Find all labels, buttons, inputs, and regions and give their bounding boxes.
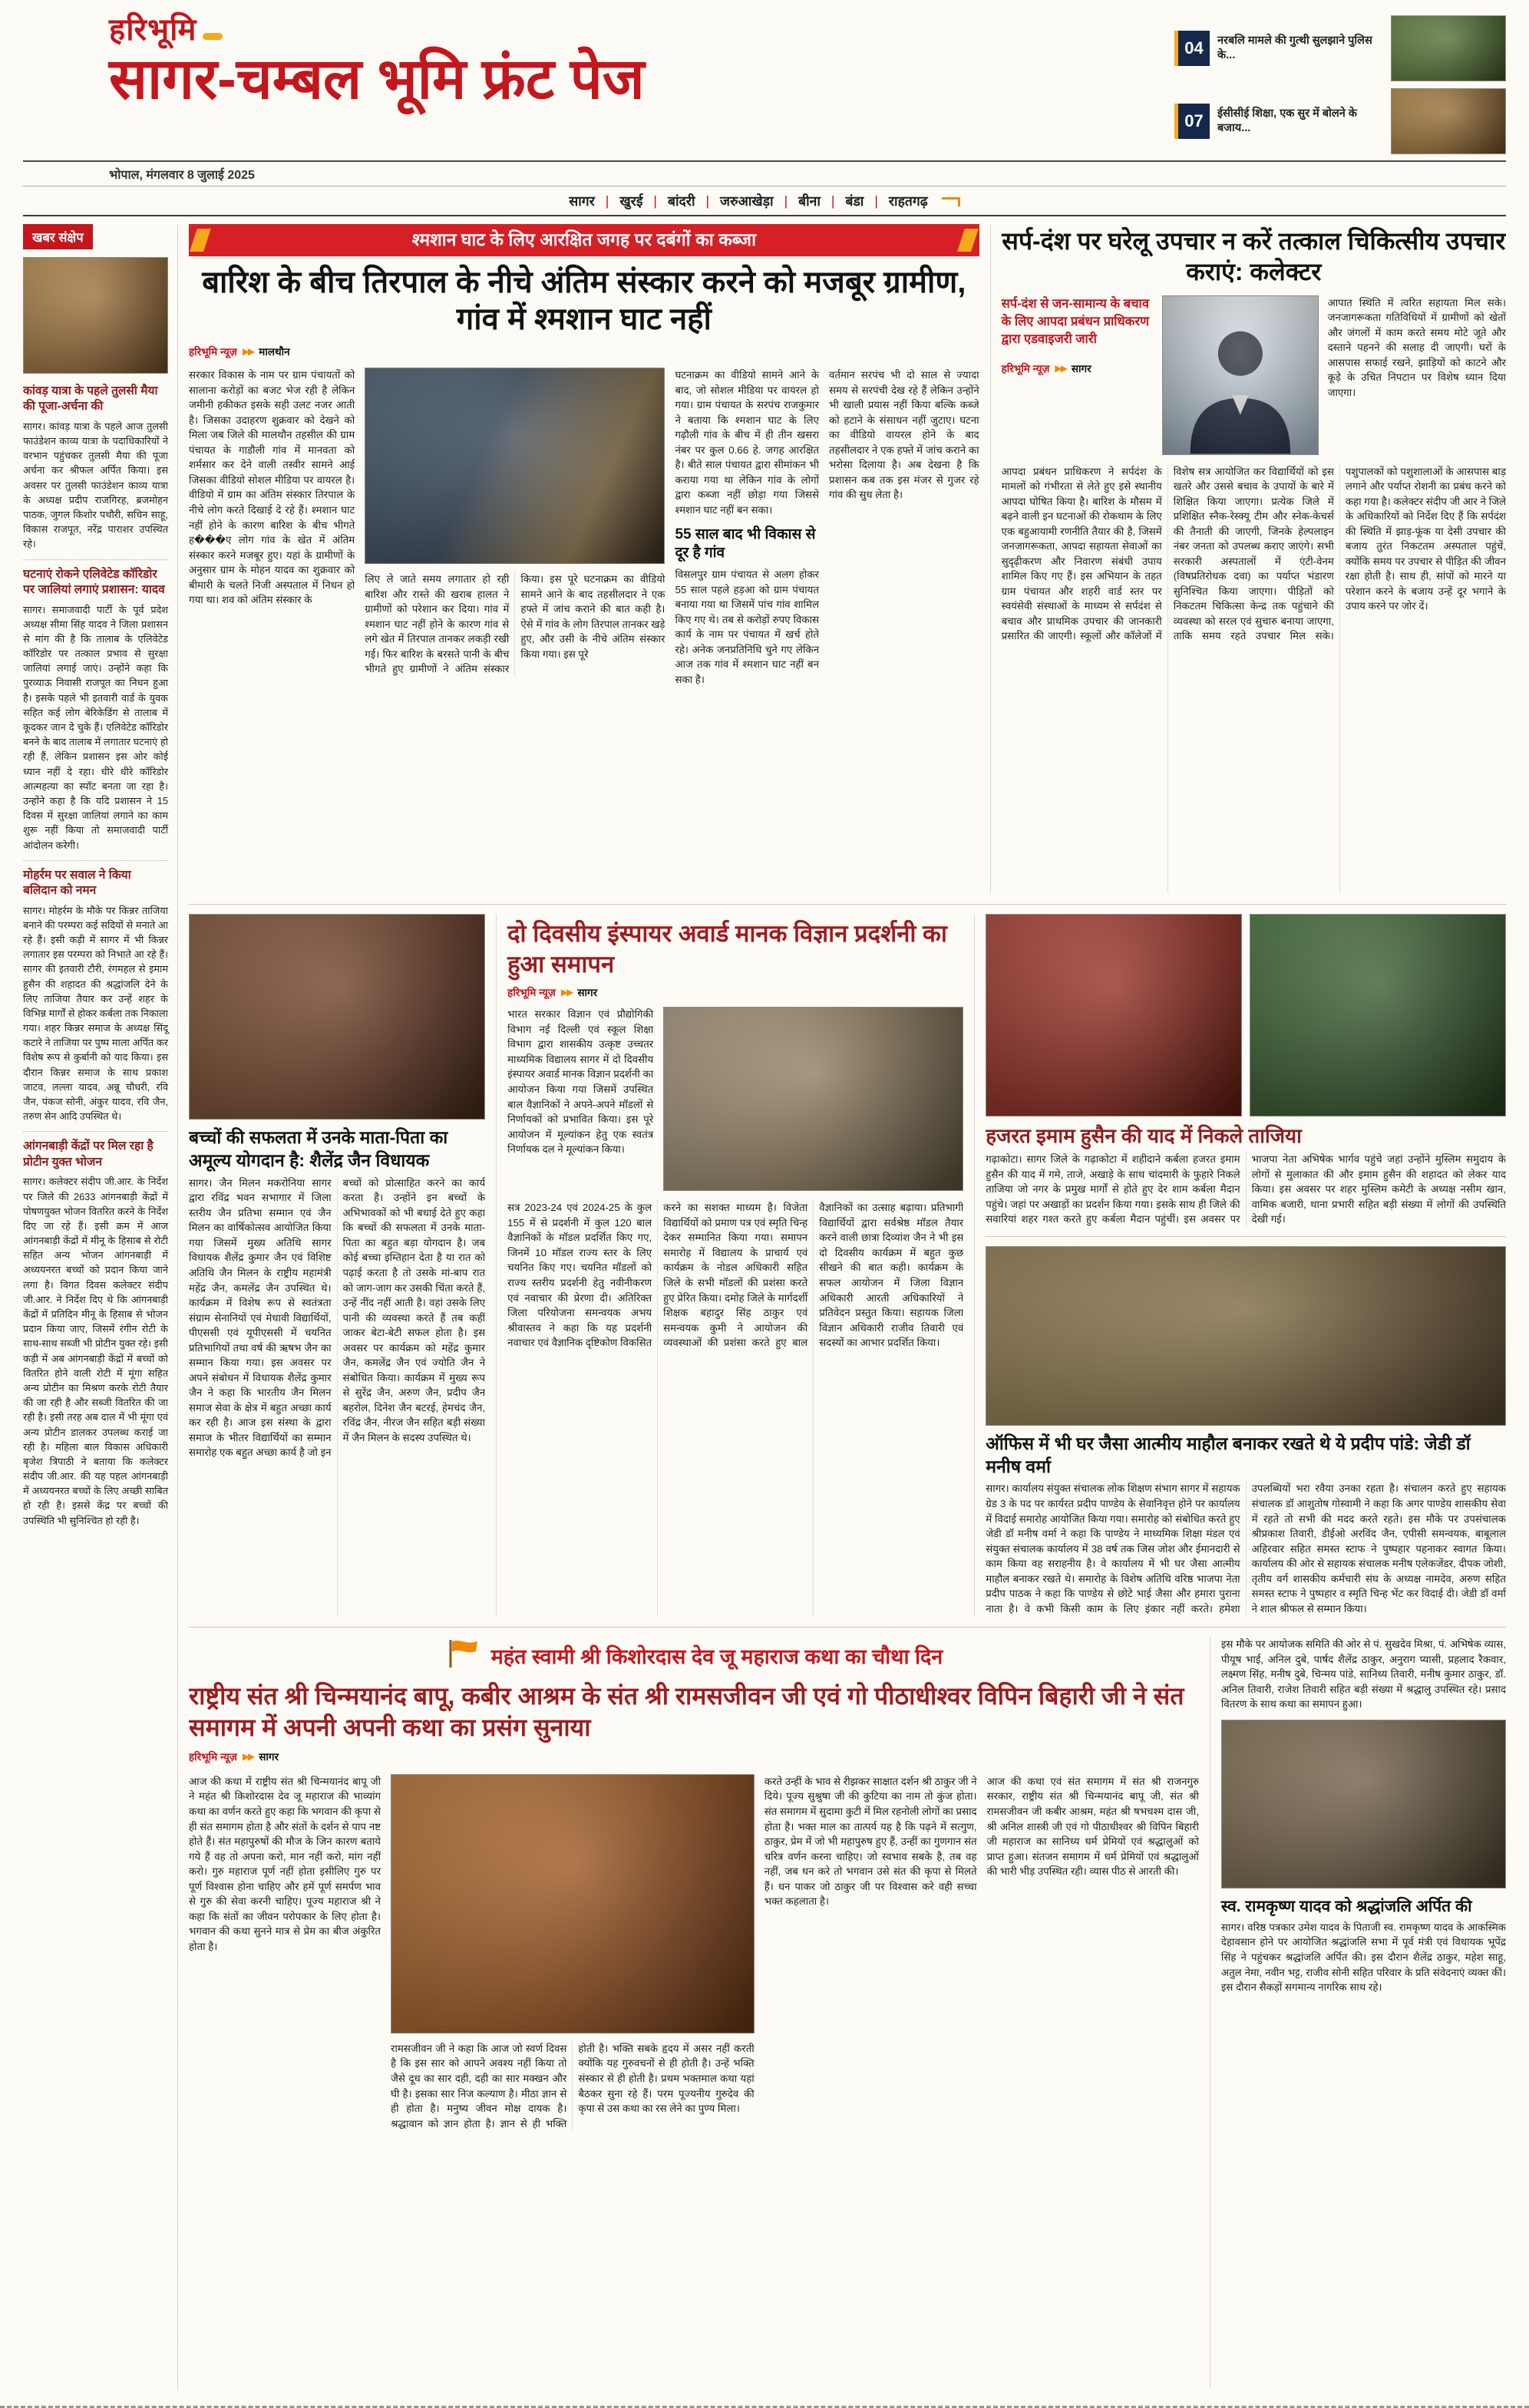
brief-headline: आंगनबाड़ी केंद्रों पर मिल रहा है प्रोटीन युक्त भोजन <box>23 1140 154 1169</box>
section-bandri: | बांदरी <box>642 193 695 209</box>
article-text: इस मौके पर आयोजक समिति की ओर से पं. सुखदेव मिश्रा, पं. अभिषेक व्यास, पीयूष भाई, अनिल दुबे, पार्षद शैलेंद्र ठाकुर, अनुराग प्यासी, प्रहलाद रैकवार, लक्ष्मण सिंह, मनीष दुबे, चिन्मय पांडे, सानिध्य तिवारी, मनीष कुमार ठाकुर, डॉ. अनिल तिवारी, राजेश तिवारी सहित बड़ी संख्या में श्रद्धालु उपस्थित रहे। प्रसाद वितरण के साथ कथा का समापन हुआ। <box>1220 1638 1506 1710</box>
story-snakebite-advisory <box>990 224 1506 893</box>
teaser-photo-police <box>1391 15 1506 81</box>
section-bina: | बीना <box>774 193 821 209</box>
brief-body: सागर। कांवड़ यात्रा के पहले आज तुलसी फाउंडेशन काव्य यात्रा के पदाधिकारियों ने वरभान पहुंचकर तुलसी मैया की पूजा अर्चना कर श्रीफल अर्पित किया। इस अवसर पर तुलसी फाउंडेशन काव्य यात्रा के अध्यक्ष प्रदीप राजगिरह, ब्रजमोहन पाठक, जुगल किशोर पथौरी, सचिन साहू, विकास राजपूत, नरेंद्र पाराशर उपस्थित रहे। <box>23 420 168 550</box>
brief-headline: घटनाएं रोकने एलिवेटेड कॉरिडोर पर जालियां लगाएं प्रशासन: यादव <box>23 567 165 597</box>
byline-brand: हरिभूमि न्यूज़ <box>189 1750 237 1763</box>
main-content <box>189 224 1506 2389</box>
teaser-photo-education <box>1391 88 1506 154</box>
article-text: गढ़ाकोटा। सागर जिले के गढ़ाकोटा में शहीदाने कर्बला हजरत इमाम हुसैन की याद में गमे, ताजे, अखाड़े के साथ चांदमारी के फुहारे निकले ताजिया जो नगर के प्रमुख मार्गों से होते हुए देर शाम कर्बला मैदान पहुंचे। जहां पर अखाड़ों का प्रदर्शन किया गया। इसके साथ ही जिले की सवारियां शहर गश्त करते हुए कर्बला मैदान पहुंचीं। इस अवसर पर भाजपा नेता अभिषेक भार्गव पहुंचे जहां उन्होंने मुस्लिम समुदाय के लोगों से मुलाकात की और इमाम हुसैन की शहादत को लेकर याद किया। इस अवसर पर शहर मुस्लिम कमेटी के अध्यक्ष नसीम खान, वामिक बजारी, थाना प्रभारी सहित बड़ी संख्या में लोगों की उपस्थिति देखी गई। <box>986 1153 1506 1225</box>
story-cremation <box>189 224 979 893</box>
byline-brand: हरिभूमि न्यूज़ <box>1001 362 1050 374</box>
byline-arrows-icon: ▶▶ <box>1055 362 1066 374</box>
story-headline: सर्प-दंश पर घरेलू उपचार न करें तत्काल चिकित्सीय उपचार कराएं: कलेक्टर <box>1002 227 1506 286</box>
article-text: आपदा प्रबंधन प्राधिकरण ने सर्पदंश के मामलों को गंभीरता से लेते हुए इसे स्थानीय आपदा घोषित किया है। बारिश के मौसम में बढ़ने वाली इन घटनाओं की रोकथाम के लिए एक बहुआयामी रणनीति तैयार की है, जिसमें जनजागरूकता, आपदा सहायता सेवाओं का सुदृढ़ीकरण और निवारण संबंधी उपाय शामिल किए गए हैं। इस अभियान के तहत ग्राम पंचायत और शहरी वार्ड स्तर पर स्वयंसेवी संस्थाओं के माध्यम से सर्पदंश से बचाव और प्राथमिक उपचार की जानकारी प्रसारित की जाएगी। स्कूलों और कॉलेजों में विशेष सत्र आयोजित कर विद्यार्थियों को इस खतरे और उससे बचाव के उपायों के बारे में शिक्षित किया जाएगा। प्रत्येक जिले में प्रशिक्षित स्नैक-रेस्क्यू टीम और स्नेक-केचर्स की तैनाती की जाएगी, जिनके हेल्पलाइन नंबर जनता को उपलब्ध कराए जाएंगे। सभी सरकारी अस्पतालों में एंटी-वेनम (विषप्रतिरोधक दवा) का पर्याप्त भंडारण सुनिश्चित किया जाएगा। पीड़ितों को निकटतम चिकित्सा केन्द्र तक पहुंचाने की व्यवस्था को सरल एवं सुचारु बनाया जाएगा, ताकि समय रहते उपचार मिल सके। पशुपालकों को पशुशालाओं के आसपास बाड़ लगाने और पर्याप्त रोशनी का प्रबंध करने को कहा गया है। कलेक्टर संदीप जी आर ने जिले के अधिकारियों को निर्देश दिए हैं कि सर्पदंश की स्थिति में झाड़-फूंक या देसी उपचार की बजाय तुरंत निकटतम अस्पताल पहुंचें, क्योंकि समय पर उपचार से पीड़ित की जीवन रक्षा होती है। साथ ही, सांपों को मारने या परेशान करने के बजाय उन्हें दूर भगाने के उपाय करने पर जोर दें। <box>1001 465 1506 642</box>
article-text: आज की कथा एवं संत समागम में संत श्री राजनगुरु सरकार, राष्ट्रीय संत श्री चिन्मयानंद बापू जी, संत श्री रामसजीवन जी कबीर आश्रम, महंत श्री षभचश्म दास जी, श्री अनिल शास्त्री जी एवं गो पीठाधीश्वर श्री विपिन बिहारी जी महाराज का सानिध्य धर्म प्रेमियों एवं श्रद्धालुओं को प्राप्त हुआ। संतजन समागम में धर्म प्रेमियों एवं श्रद्धालुओं की भारी भीड़ उपस्थित रही। व्यास पीठ से आरती की। <box>986 1775 1199 1878</box>
page-title: सागर-चम्बल भूमि फ्रंट पेज <box>109 47 645 111</box>
teaser-item-2 <box>1174 88 1506 154</box>
corner-accent <box>942 197 960 206</box>
tajiya-photo-left <box>986 914 1242 1117</box>
briefs-section-title: खबर संक्षेप <box>23 224 93 249</box>
sub-headline: 55 साल बाद भी विकास से दूर है गांव <box>675 526 816 561</box>
article-text: आपात स्थिति में त्वरित सहायता मिल सके। जनजागरूकता गतिविधियों में ग्रामीणों को खेतों और जंगलों में काम करते समय मोटे जूते और दस्ताने पहनने की सलाह दी जाएगी। घरों के आसपास सफाई रखने, झाड़ियों को काटने और कूड़े के उचित निपटान पर विशेष ध्यान दिया जाएगा। <box>1327 296 1506 398</box>
story-headline: दो दिवसीय इंस्पायर अवार्ड मानक विज्ञान प्रदर्शनी का हुआ समापन <box>507 920 947 978</box>
story-kicker: श्मशान घाट के लिए आरक्षित जगह पर दबंगों का कब्जा <box>189 224 979 256</box>
byline-location: मालथौन <box>259 346 290 358</box>
section-sagar: सागर <box>569 193 595 209</box>
story-kicker-row <box>189 1637 1199 1676</box>
story-headline: ऑफिस में भी घर जैसा आत्मीय माहौल बनाकर रखते थे ये प्रदीप पांडे: जेडी डॉ मनीष वर्मा <box>986 1433 1471 1476</box>
science-exhibition-photo <box>663 1007 963 1191</box>
byline-brand: हरिभूमि न्यूज़ <box>507 987 556 999</box>
article-text: रामसजीवन जी ने कहा कि आज जो स्वर्ण दिवस है कि इस सार को आपने अवश्य नहीं किया तो जैसे दूध का सार दही, दही का सार मक्खन और घी है। इसका सार निज कल्याण है। मीठा ज्ञान से ही होता है। मनुष्य जीवन मोक्ष दायक है। श्रद्धावान को ज्ञान होता है। ज्ञान से ही भक्ति होती है। भक्ति सबके हृदय में असर नहीं करती क्योंकि यह गुरुवचनों से ही होती है। उन्हें भक्ति संस्कार से ही होती है। प्रथम भक्तमाल कथा यहां बैठकर सुना रहे हैं। परम पूज्यनीय गुरुदेव की कृपा से उस कथा का रस लेने का पुण्य मिला। <box>391 2042 755 2129</box>
brief-item <box>23 1132 168 1535</box>
byline-location: सागर <box>577 987 598 999</box>
teaser-headline: नरबलि मामले की गुत्थी सुलझाने पुलिस के... <box>1217 35 1372 61</box>
tajiya-photo-right <box>1250 914 1506 1117</box>
teaser-page-number: 04 <box>1174 31 1210 66</box>
funeral-tarp-photo <box>365 368 665 564</box>
byline <box>507 985 963 999</box>
farewell-group-photo <box>986 1246 1506 1426</box>
byline-brand: हरिभूमि न्यूज़ <box>189 346 237 358</box>
story-headline: बारिश के बीच तिरपाल के नीचे अंतिम संस्कार करने को मजबूर ग्रामीण, गांव में श्मशान घाट नहीं <box>202 265 966 337</box>
story-headline: हजरत इमाम हुसैन की याद में निकले ताजिया <box>986 1124 1302 1147</box>
byline-arrows-icon: ▶▶ <box>242 346 254 358</box>
page-header <box>23 12 1506 216</box>
collector-portrait-photo <box>1162 295 1319 455</box>
byline <box>1002 361 1153 375</box>
article-text: सागर। वरिष्ठ पत्रकार उमेश यादव के पिताजी स्व. रामकृष्ण यादव के आकस्मिक देहावसान होने पर आयोजित श्रद्धांजलि सभा में पूर्व मंत्री एवं विधायक भूपेंद्र सिंह ने पहुंचकर श्रद्धांजलि अर्पित की। इस दौरान शैलेंद्र ठाकुर, महेश साहू, अतुल नेमा, नवीन भट्ट, राजीव सोनी सहित परिवार के प्रति संवेदनाएं व्यक्त कीं। इस दौरान सैकड़ों सगमान्य नागरिक साथ रहे। <box>1220 1921 1506 1994</box>
byline-arrows-icon: ▶▶ <box>242 1750 254 1762</box>
article-text: सरकार विकास के नाम पर ग्राम पंचायतों को सालाना करोड़ों का बजट भेज रही है लेकिन जमीनी हकीकत इसके सही उलट नजर आती है। जिसका उदाहरण शुक्रवार को देखने को मिला जब जिले की मालथौन तहसील की ग्राम पंचायत के गाडौली गांव में मानवता को शर्मसार कर देने वाली तस्वीर सामने आई जिसका वीडियो सोशल मीडिया पर वायरल है। वीडियो में ग्राम का अंतिम संस्कार तिरपाल के नीचे लोग करते दिखाई दे रहे हैं। श्मशान घाट नहीं होने के कारण बारिश के बीच भीगते ह���ए लोग गांव के खेत में अंतिम संस्कार करने मजबूर हुए। यहां के ग्रामीणों के अनुसार ग्राम के मोहन यादव का शुक्रवार को बीमारी के चलते निजी अस्पताल में निधन हो गया था। शव को अंतिम संस्कार के <box>189 369 355 606</box>
story-tajiya-procession <box>986 914 1506 1227</box>
teaser-item-1 <box>1174 15 1506 81</box>
section-strip <box>23 186 1506 216</box>
story-saint-gathering <box>189 1637 1199 2389</box>
row-bottom <box>189 1627 1506 2389</box>
section-khurai: | खुरई <box>595 193 643 209</box>
article-text: करते उन्हीं के भाव से रीझकर साक्षात दर्शन श्री ठाकुर जी ने दिये। पूज्य सुश्रुषा जी की कुटिया का नाम तो कुंज होता। संत समागम में सुदामा कुटी में मिल रहनोली लोगों का प्रसाद होता है। भक्त माल का तात्पर्य यह है कि पढ़ने में सत्गुण, ठाकुर, प्रेम में जो भी महापुरुष हुए हैं, उन्हीं का गुणगान संत चरित्र वर्णन करना चाहिए। जो स्वभाव सबके है, तब वह नहीं, जब धन करे तो भगवान उसे संत की कृपा से मिलते हैं। धन पाकर जो ठाकुर जी पर विश्वास करे वही सच्चा भक्त कहलाता है। <box>764 1775 977 1908</box>
story-kicker: महंत स्वामी श्री किशोरदास देव जू महाराज कथा का चौथा दिन <box>490 1645 943 1668</box>
brief-item <box>23 560 168 861</box>
story-jain-milan-award <box>189 914 485 1616</box>
byline <box>189 345 979 358</box>
story-tribute <box>1210 1637 1506 2389</box>
brief-item <box>23 861 168 1133</box>
brief-body: सागर। समाजवादी पार्टी के पूर्व प्रदेश अध्यक्ष सीमा सिंह यादव ने जिला प्रशासन से मांग की है कि तालाब के एलिवेटेड कॉरिडोर पर तत्काल प्रभाव से सुरक्षा जालियां लगाई जाएं। उन्होंने कहा कि पुरव्याऊ निवासी राजपूत का निधन हुआ है। इसके पहले भी इतवारी वार्ड के युवक सहित कई लोग बेरिकेडिंग से तालाब में कूदकर जान दे चुके हैं। एलिवेटेड कॉरिडोर बनने के बाद तालाब में लगातार घटनाएं हो रही हैं, लेकिन प्रशासन इस ओर कोई ध्यान नहीं दे रहा। धीरे धीरे कॉरिडोर आत्महत्या का स्पॉट बनता जा रहा है। उन्होंने कहा है कि यदि प्रशासन ने 15 दिवस में सुरक्षा जालियां लगाने का काम शुरू नहीं किया तो समाजवादी पार्टी आंदोलन करेगी। <box>23 603 168 851</box>
brief-body: सागर। मोहर्रम के मौके पर किन्नर ताजिया बनाने की परम्परा कई सदियों से मनाते आ रहे हैं। इसी कड़ी में सागर में भी किन्नर लगातार इस परम्परा को निभाते आ रहे हैं। सागर की इतवारी टौरी, रंगमहल से इमाम हुसैन की शहादत की श्रद्धांजलि देने के लिए ताजिया तैयार कर उन्हें शहर के विभिन्न मार्गों से होकर कर्बला तक निकाला गया। शहर किन्नर समाज के अध्यक्ष सिंदू कटारे ने ताजिया पर पुष्प माला अर्पित कर विशेष रूप से कुर्बानी को याद किया। इस दौरान किन्नर समाज के साथ प्रकाश जाटव, लल्ला यादव, अन्नू चौधरी, रवि जैन, पंकज सोनी, अंकुर यादव, रवि जैन, तरुण सेन आदि उपस्थित थे। <box>23 904 168 1123</box>
brief-item <box>23 377 168 560</box>
article-text: सत्र 2023-24 एवं 2024-25 के कुल 155 में से प्रदर्शनी में कुल 120 बाल वैज्ञानिकों के मॉडल प्रदर्शित किए गए, जिनमें 10 मॉडल राज्य स्तर के लिए चयनित किए गए। चयनित मॉडलों को राज्य स्तरीय प्रदर्शनी हेतु नवीनीकरण एवं नवाचार की प्रेरणा दी। अतिरिक्त जिला परियोजना समन्वयक अभय श्रीवास्तव ने कहा कि यह प्रदर्शनी नवाचार एवं वैज्ञानिक दृष्टिकोण विकसित करने का सशक्त माध्यम है। विजेता विद्यार्थियों को प्रमाण पत्र एवं स्मृति चिन्ह देकर सम्मानित किया गया। समापन समारोह में विद्यालय के प्राचार्य एवं कार्यक्रम के नोडल अधिकारी सहित जिले के सभी मॉडलों की प्रशंसा करते हुए प्रेरित किया। दमोह जिले के मार्गदर्शी शिक्षक बहादुर सिंह ठाकुर एवं समन्वयक कुमी ने आयोजन की व्यवस्थाओं की प्रशंसा करते हुए बाल वैज्ञानिकों का उत्साह बढ़ाया। प्रतिभागी विद्यार्थियों द्वारा सर्वश्रेष्ठ मॉडल तैयार करने वाली छात्रा दिव्यांश जैन ने भी इस दो दिवसीय कार्यक्रम में बहुत कुछ सीखने की बात कही। कार्यक्रम के सफल आयोजन में जिला विज्ञान अधिकारी आरती अधिकारियों ने प्रतिवेदन प्रस्तुत किया। सहायक जिला विज्ञान अधिकारी राजीव तिवारी एवं सदस्यों का आभार प्रदर्शित किया। <box>507 1202 964 1349</box>
article-text: भारत सरकार विज्ञान एवं प्रौद्योगिकी विभाग नई दिल्ली एवं स्कूल शिक्षा विभाग द्वारा शासकीय उत्कृष्ट उच्चतर माध्यमिक विद्यालय सागर में दो दिवसीय इंस्पायर अवार्ड मानक विज्ञान प्रदर्शनी का आयोजन किया गया जिसमें उपस्थित बाल वैज्ञानिकों ने अपने-अपने मॉडलों से निर्णायकों को प्रभावित किया। इस पूरे आयोजन में मूल्यांकन हेतु एक स्वतंत्र निर्णायक दल ने मूल्यांकन किया। <box>507 1008 654 1156</box>
story-headline: बच्चों की सफलता में उनके माता-पिता का अमूल्य योगदान है: शैलेंद्र जैन विधायक <box>189 1127 448 1170</box>
brief-headline: मोहर्रम पर सवाल ने किया बलिदान को नमन <box>23 868 131 898</box>
newspaper-logo: हरिभूमि <box>109 12 223 48</box>
brief-body: सागर। कलेक्टर संदीप जी.आर. के निर्देश पर जिले की 2633 आंगनबाड़ी केंद्रों में पोषणयुक्त भोजन वितरित करने के निर्देश दिए जा रहे हैं। इसी क्रम में आज आंगनबाड़ी केंद्रों में मीनू के हिसाब से रोटी सहित अन्य भोजन आंगनबाड़ी में अध्ययनरत बच्चों को प्रदान किया जाने लगा है। विगत दिवस कलेक्टर संदीप जी.आर. ने निर्देश दिए थे कि आंगनबाड़ी केंद्रों में प्रतिदिन मीनू के हिसाब से भोजन प्रदान किया जाए, जिसमें रंगीन रोटी के साथ-साथ सब्जी भी प्रोटीन युक्त रहे। इसी कड़ी में अब आंगनबाड़ी केंद्रों में बच्चों को वितरित होने वाली रोटी में मूंगा सहित अन्य प्रोटीन का मिश्रण करके रोटी तैयार की जा रही है और सब्जी वितरित की जा रही है। इसी तरह अब दाल में भी मूंगा एवं अन्य प्रोटीन डालकर उपलब्ध कराई जा रही है। महिला बाल विकास अधिकारी बृजेश त्रिपाठी ने बताया कि कलेक्टर संदीप जी.आर. की यह पहल आंगनबाड़ी में अध्ययनरत बच्चों के लिए अच्छी साबित हो रही है। इससे केंद्र पर बच्चों की उपस्थिति भी सुनिश्चित हो रही है। <box>23 1176 168 1526</box>
page-teasers <box>1174 15 1506 154</box>
article-text: लिए ले जाते समय लगातार हो रही बारिश और रास्ते की खराब हालत ने ग्रामीणों को परेशान कर दिया। गांव में श्मशान घाट नहीं होने के कारण गांव से लगे खेत में तिरपाल तानकर लकड़ी रखी गई। फिर बारिश के बरसते पानी के बीच भीगते हुए ग्रामीणों ने अंतिम संस्कार किया। इस पूरे घटनाक्रम का वीडियो सामने आने के बाद तहसीलदार ने एक हफ्ते में जांच कराने की बात कही है। ऐसे में गांव के लोग तिरपाल तानकर खड़े हुए, और उसी के नीचे अंतिम संस्कार किया गया। इस पूरे <box>365 573 665 675</box>
story-inspire-award <box>496 914 963 1616</box>
section-jaruakheda: | जरुआखेड़ा <box>695 193 773 209</box>
briefs-photo <box>23 257 168 374</box>
section-rahatgarh: | राहतगढ़ <box>864 193 927 209</box>
story-summary: सर्प-दंश से जन-सामान्य के बचाव के लिए आपदा प्रबंधन प्राधिकरण द्वारा एडवाइजरी जारी <box>1001 296 1150 347</box>
right-column <box>974 914 1506 1616</box>
article-text: विसलपुर ग्राम पंचायत से अलग होकर 55 साल पहले हड़आ को ग्राम पंचायत बनाया गया था जिसमें पांच गांव शामिल किए गए थे। तब से करोड़ों रुपए विकास कार्य के नाम पर पंचायत में खर्च होते रहे। अनेक जनप्रतिनिधि चुने गए लेकिन आज तक गांव में श्मशान घाट नहीं बन सका है। <box>675 569 819 685</box>
story-office-farewell <box>986 1236 1506 1616</box>
dateline: भोपाल, मंगलवार 8 जुलाई 2025 <box>109 169 255 182</box>
teaser-headline: ईसीसीई शिक्षा, एक सुर में बोलने के बजाय... <box>1217 107 1357 134</box>
article-text: वर्तमान सरपंच भी दो साल से ज्यादा समय से सरपंची देख रहे हैं लेकिन उन्होंने भी खाली प्रयास नहीं किया बल्कि कब्जे को हटाने के संसाधन नहीं जुटाए। घटना का वीडियो वायरल होने के बाद तहसीलदार ने एक हफ्ते में जांच कराने का भरोसा दिलाया है। अब देखना है कि प्रशासन कब तक इस मंजर से गुजर रहे गांव की सुध लेता है। <box>828 369 979 501</box>
byline-location: सागर <box>259 1750 279 1763</box>
row-top <box>189 224 1506 893</box>
teaser-page-number: 07 <box>1174 104 1210 139</box>
section-banda: | बंडा <box>821 193 864 209</box>
row-middle <box>189 904 1506 1616</box>
story-headline: राष्ट्रीय संत श्री चिन्मयानंद बापू, कबीर आश्रम के संत श्री रामसजीवन जी एवं गो पीठाधीश्वर विपिन बिहारी जी ने संत समागम में अपनी अपनी कथा का प्रसंग सुनाया <box>189 1682 1184 1741</box>
byline-arrows-icon: ▶▶ <box>560 987 573 998</box>
flag-icon <box>445 1638 480 1673</box>
article-text: सागर। जैन मिलन मकरोनिया सागर द्वारा रविंद्र भवन सभागार में जिला स्तरीय जैन प्रतिभा सम्मान एवं जैन मिलन का वार्षिकोत्सव आयोजित किया गया जिसमें मुख्य अतिथि सागर विधायक शैलेंद्र कुमार जैन एवं विशिष्ट अतिथि जैन मिलन के राष्ट्रीय महामंत्री महेंद्र जैन, कमलेंद्र जैन उपस्थित थे। कार्यक्रम में विशेष रूप से स्वतंत्रता संग्राम सेनानियों एवं मेधावी विद्यार्थियों, पीएससी एवं यूपीएससी में चयनित प्रतिभागियों तथा वर्ष की ऋषभ जैन का सम्मान किया गया। इस अवसर पर अपने संबोधन में विधायक शैलेंद्र कुमार जैन ने कहा कि भारतीय जैन मिलन समाज सेवा के क्षेत्र में बहुत अच्छा कार्य कर रही है। आज इस संस्था के द्वारा समाज के भीतर विद्यार्थियों का सम्मान समारोह एक बहुत अच्छा कार्य है जो इन बच्चों को प्रोत्साहित करने का कार्य करता है। उन्होंने इन बच्चों के अभिभावकों को भी बधाई देते हुए कहा कि बच्चों की सफलता में उनके माता-पिता का बहुत बड़ा योगदान है। जब कोई बच्चा इम्तिहान देता है या रात को पढ़ाई करता है तो उसके मां-बाप रात को जाग-जाग कर उसकी चिंता करते हैं, उन्हें नींद नहीं आती है। वहां उसके लिए पानी की व्यवस्था करते हैं तब कहीं जाकर बेटा-बेटी सफल होता है। इस अवसर पर कार्यक्रम को महेंद्र कुमार जैन, कमलेंद्र जैन एवं ज्योति जैन ने संबोधित किया। कार्यक्रम में मुख्य रूप से सुरेंद्र जैन, अरुण जैन, प्रदीप जैन बहरोल, दिनेश जैन बटरई, हेमचंद जैन, रविंद्र जैन, नीरज जैन सहित बड़ी संख्या में जैन मिलन के सदस्य उपस्थित थे। <box>189 1176 486 1459</box>
byline-location: सागर <box>1071 362 1091 374</box>
tribute-group-photo <box>1221 1720 1506 1888</box>
article-text: सागर। कार्यालय संयुक्त संचालक लोक शिक्षण संभाग सागर में सहायक ग्रेड 3 के पद पर कार्यरत प्रदीप पाण्डेय के सेवानिवृत्त होने पर कार्यालय में विदाई समारोह आयोजित किया गया। समारोह को संबोधित करते हुए जेडी डॉ मनीष वर्मा ने कहा कि पाण्डेय ने माध्यमिक शिक्षा मंडल एवं संयुक्त संचालक कार्यालय में 38 वर्ष तक जिस जोश और ईमानदारी से काम किया वह सराहनीय है। वे कार्यालय में भी घर जैसा आत्मीय माहौल बनाकर रखते थे। समारोह के विशेष अतिथि वरिष्ठ भाजपा नेता प्रदीप पाठक ने कहा कि पाण्डेय से छोटे भाई जैसा और हमारा पुराना नाता है। वे कभी किसी काम के लिए इंकार नहीं करते। हमेशा उपलब्धियों भरा रवैया उनका रहता है। संचालन करते हुए सहायक संचालक डॉ आशुतोष गोस्वामी ने कहा कि अगर पाण्डेय शासकीय सेवा में रहते तो सभी की मदद करते रहते। इस मौके पर उपसंचालक श्रीप्रकाश तिवारी, डीईओ अरविंद जैन, एपीसी समन्वयक, बाबूलाल अहिरवार सहित समस्त स्टाफ ने पुष्पहार पहनाकर स्वागत किया। कार्यालय की ओर से सहायक संचालक मनीष एलेकजेंडर, दीपक जोशी, तृतीय वर्ग शासकीय कर्मचारी संघ के अध्यक्ष नामदेव, अरुण सहित समस्त स्टाफ ने पुष्पहार व स्मृति चिन्ह भेंट कर विदाई दी। जेडी डॉ वर्मा ने शाल श्रीफल से सम्मान किया। <box>986 1483 1506 1615</box>
article-text: आज की कथा में राष्ट्रीय संत श्री चिन्मयानंद बापू जी ने महंत श्री किशोरदास देव जू महाराज की भाव्यांग कथा का वर्णन करते हुए कहा कि भगवान की कृपा से ही संत समागम होता है और संतों के दर्शन से पाप नष्ट होते हैं। संत महापुरुषों की मौज के जिन कारण बताये गये हैं वह तो अपना करो, मान नहीं करो, मांग नहीं करो। गुरु महाराज पूर्ण नहीं होता इसीलिए गुरु पर पूर्ण विश्वास होना चाहिए और हमें पूर्ण समर्पण भाव से गुरु की सेवा करनी चाहिए। पूज्य महाराज श्री ने कहा कि संतों का जीवन परोपकार के लिए होता है। भगवान की कथा सुनने मात्र से प्रेम का बीज अंकुरित होता है। <box>189 1775 381 1952</box>
article-text: घटनाक्रम का वीडियो सामने आने के बाद, जो सोशल मीडिया पर वायरल हो गया। ग्राम पंचायत के सरपंच राजकुमार ने बताया कि श्मशान घाट के लिए गढ़ौली गांव के बीच में ही तीन खसरा नंबर पर कुल 0.66 हे. जगह आरक्षित है। बीते साल पंचायत द्वारा सीमांकन भी कराया गया था लेकिन गांव के लोगों द्वारा कब्जा नहीं छोड़ा गया जिससे श्मशान घाट नहीं बन सका। <box>675 369 819 516</box>
award-event-photo <box>189 914 485 1120</box>
story-headline: स्व. रामकृष्ण यादव को श्रद्धांजलि अर्पित की <box>1220 1897 1472 1915</box>
byline <box>189 1750 1199 1763</box>
saint-gathering-photo <box>391 1774 755 2034</box>
brief-headline: कांवड़ यात्रा के पहले तुलसी मैया की पूजा-अर्चना की <box>23 384 158 414</box>
dateline-row <box>23 160 1506 186</box>
news-briefs-sidebar <box>23 224 178 2389</box>
person-silhouette-icon <box>1163 315 1318 454</box>
